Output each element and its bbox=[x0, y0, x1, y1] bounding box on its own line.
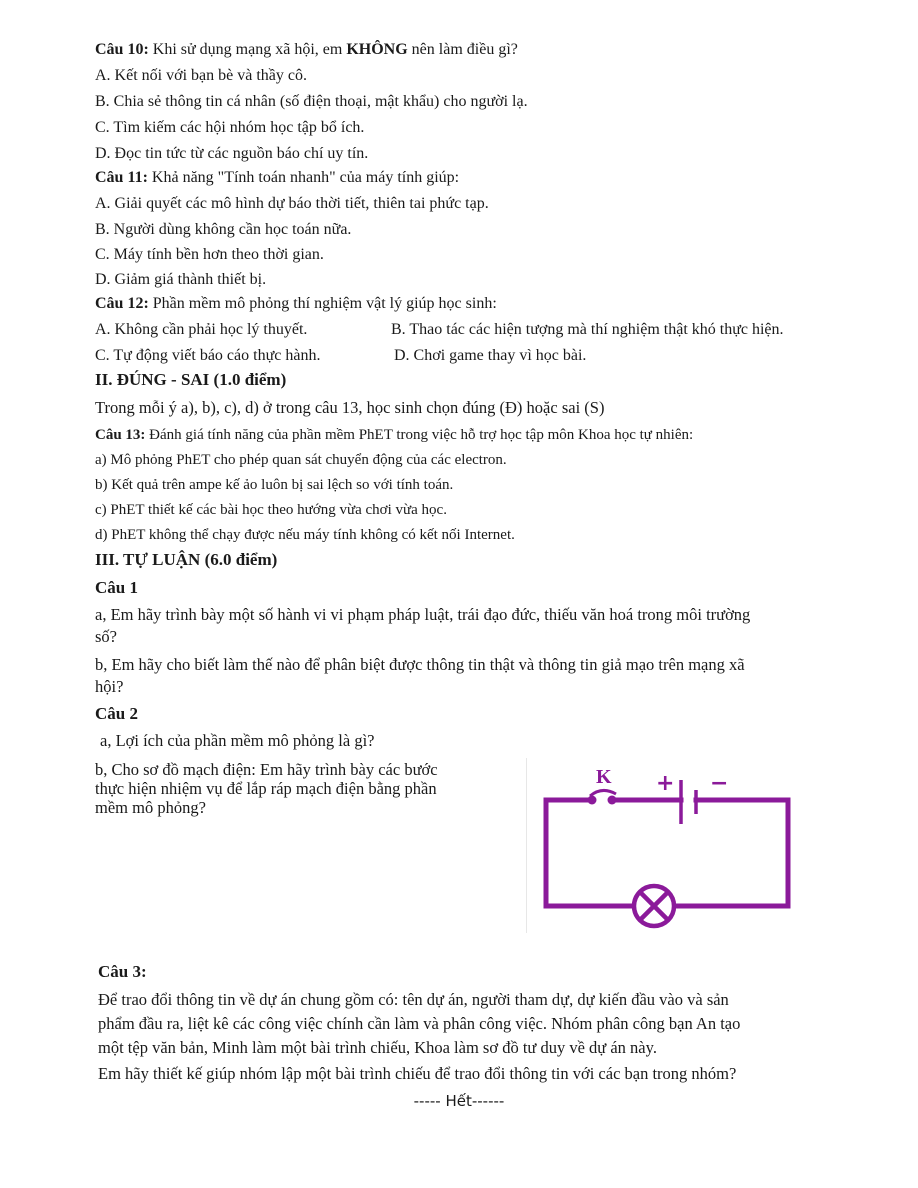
option-b: B. Thao tác các hiện tượng mà thí nghiệm thật khó thực hiện. bbox=[391, 321, 784, 338]
option-a: A. Kết nối với bạn bè và thầy cô. bbox=[95, 67, 307, 84]
essay-paragraph-cont: một tệp văn bản, Minh làm một bài trình chiếu, Khoa làm sơ đồ tư duy về dự án này. bbox=[98, 1038, 657, 1057]
option-d: D. Chơi game thay vì học bài. bbox=[394, 347, 587, 364]
essay-part-a-cont: số? bbox=[95, 627, 117, 646]
question-text: nên làm điều gì? bbox=[407, 41, 518, 58]
essay-paragraph: Để trao đổi thông tin về dự án chung gồm có: tên dự án, người tham dự, dự kiến đầu vào và sản bbox=[98, 990, 729, 1009]
essay-part-a: a, Lợi ích của phần mềm mô phỏng là gì? bbox=[100, 731, 375, 750]
statement-a: a) Mô phỏng PhET cho phép quan sát chuyển động của các electron. bbox=[95, 452, 507, 468]
question-label: Câu 10: bbox=[95, 41, 149, 58]
question-label: Câu 13: bbox=[95, 427, 146, 443]
option-a: A. Không cần phải học lý thuyết. bbox=[95, 321, 308, 338]
statement-d: d) PhET không thể chạy được nếu máy tính không có kết nối Internet. bbox=[95, 527, 515, 543]
essay-prompt: Em hãy thiết kế giúp nhóm lập một bài trình chiếu để trao đổi thông tin với các bạn trong nhóm? bbox=[98, 1064, 737, 1083]
essay-question-label: Câu 1 bbox=[95, 578, 138, 597]
question-11 bbox=[95, 168, 459, 188]
switch-label: K bbox=[596, 766, 612, 788]
circuit-diagram bbox=[526, 758, 796, 938]
essay-part-a: a, Em hãy trình bày một số hành vi vi phạm pháp luật, trái đạo đức, thiếu văn hoá trong môi trường bbox=[95, 605, 751, 624]
question-text: Khả năng "Tính toán nhanh" của máy tính giúp: bbox=[147, 169, 460, 186]
section-instruction: Trong mỗi ý a), b), c), d) ở trong câu 13, học sinh chọn đúng (Đ) hoặc sai (S) bbox=[95, 398, 605, 417]
option-c: C. Tìm kiếm các hội nhóm học tập bổ ích. bbox=[95, 119, 365, 136]
essay-part-b-cont: mềm mô phỏng? bbox=[95, 798, 206, 817]
essay-question-label: Câu 2 bbox=[95, 704, 138, 723]
essay-part-b: b, Em hãy cho biết làm thế nào để phân biệt được thông tin thật và thông tin giả mạo trên mạng xã bbox=[95, 655, 745, 674]
essay-part-b: b, Cho sơ đồ mạch điện: Em hãy trình bày các bước bbox=[95, 760, 438, 779]
option-b: B. Chia sẻ thông tin cá nhân (số điện thoại, mật khẩu) cho người lạ. bbox=[95, 93, 528, 110]
option-d: D. Đọc tin tức từ các nguồn báo chí uy tín. bbox=[95, 145, 369, 162]
statement-c: c) PhET thiết kế các bài học theo hướng vừa chơi vừa học. bbox=[95, 502, 447, 518]
essay-question-label: Câu 3: bbox=[98, 962, 147, 981]
section-heading: II. ĐÚNG - SAI (1.0 điểm) bbox=[95, 370, 287, 389]
switch-k bbox=[588, 766, 617, 805]
question-13 bbox=[95, 425, 693, 445]
question-label: Câu 12: bbox=[95, 295, 149, 312]
question-12 bbox=[95, 294, 497, 314]
end-marker: ----- Hết------ bbox=[413, 1092, 505, 1110]
section-heading: III. TỰ LUẬN (6.0 điểm) bbox=[95, 550, 278, 569]
option-c: C. Tự động viết báo cáo thực hành. bbox=[95, 347, 321, 364]
lamp-icon bbox=[634, 886, 674, 926]
option-a: A. Giải quyết các mô hình dự báo thời tiết, thiên tai phức tạp. bbox=[95, 195, 489, 212]
question-label: Câu 11: bbox=[95, 169, 148, 186]
option-b: B. Người dùng không cần học toán nữa. bbox=[95, 221, 352, 238]
essay-paragraph-cont: phẩm đầu ra, liệt kê các công việc chính cần làm và phân công việc. Nhóm phân công bạn An tạo bbox=[98, 1014, 741, 1033]
question-10 bbox=[95, 40, 518, 60]
option-c: C. Máy tính bền hơn theo thời gian. bbox=[95, 246, 324, 263]
emphasis-text: KHÔNG bbox=[346, 41, 408, 58]
question-text: Phần mềm mô phỏng thí nghiệm vật lý giúp học sinh: bbox=[148, 295, 497, 312]
question-text: Khi sử dụng mạng xã hội, em bbox=[148, 41, 347, 58]
essay-part-b-cont: hội? bbox=[95, 677, 124, 696]
plus-sign: + bbox=[656, 771, 675, 796]
statement-b: b) Kết quả trên ampe kế ảo luôn bị sai lệch so với tính toán. bbox=[95, 477, 454, 493]
question-text: Đánh giá tính năng của phần mềm PhET trong việc hỗ trợ học tập môn Khoa học tự nhiên: bbox=[145, 427, 694, 443]
option-d: D. Giảm giá thành thiết bị. bbox=[95, 271, 267, 288]
minus-sign: − bbox=[710, 771, 729, 796]
essay-part-b-cont: thực hiện nhiệm vụ để lắp ráp mạch điện bằng phần bbox=[95, 779, 437, 798]
